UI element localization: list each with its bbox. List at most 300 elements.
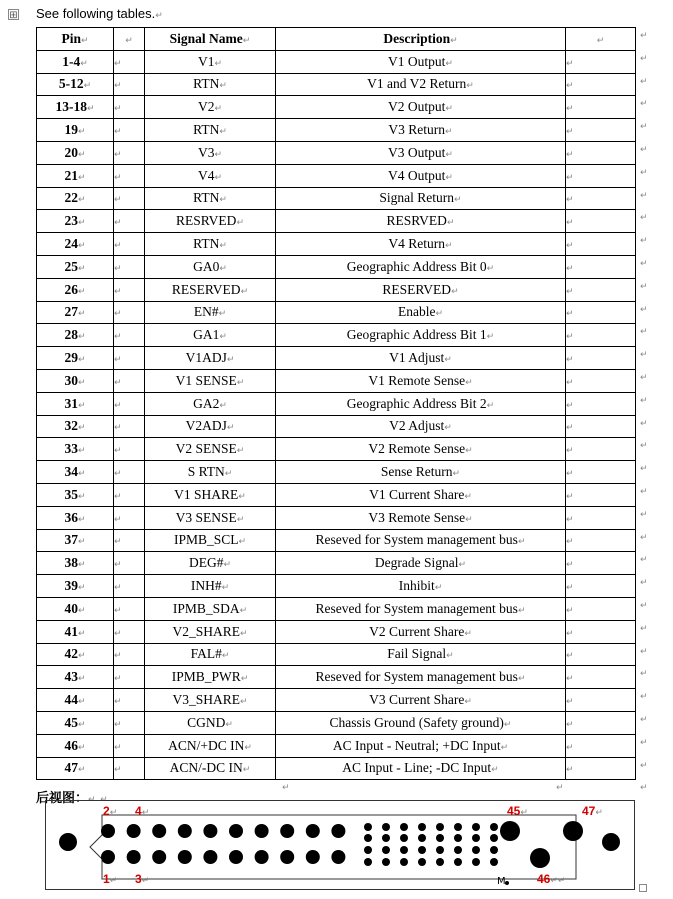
signal-pin — [382, 846, 390, 854]
signal-pin — [436, 846, 444, 854]
header-description: Description↵ — [276, 28, 566, 51]
pin-cell: 19↵ — [37, 119, 114, 142]
table-row — [37, 141, 636, 164]
pin-cell: 38↵ — [37, 552, 114, 575]
blank-cell: ↵ — [114, 597, 145, 620]
paragraph-mark-icon: ↵ — [155, 11, 163, 21]
power-pin — [255, 850, 269, 864]
description-cell: V3 Current Share↵ — [276, 689, 566, 712]
blank-cell: ↵ — [114, 255, 145, 278]
signal-name-cell: RESRVED↵ — [145, 210, 276, 233]
paragraph-mark-icon: ↵ — [640, 190, 648, 201]
pin-47 — [563, 821, 583, 841]
table-row — [37, 301, 636, 324]
table-row — [37, 597, 636, 620]
pin-cell: 35↵ — [37, 483, 114, 506]
signal-name-cell: INH#↵ — [145, 575, 276, 598]
table-row — [37, 255, 636, 278]
pin-cell: 40↵ — [37, 597, 114, 620]
signal-name-cell: V1↵ — [145, 50, 276, 73]
intro-paragraph — [36, 6, 163, 21]
pin-cell: 20↵ — [37, 141, 114, 164]
signal-pin — [472, 834, 480, 842]
signal-pin — [400, 823, 408, 831]
signal-name-cell: DEG#↵ — [145, 552, 276, 575]
table-move-handle-icon[interactable]: ⊞ — [9, 10, 18, 21]
header-pin: Pin↵ — [37, 28, 114, 51]
table-row — [37, 689, 636, 712]
paragraph-mark-icon: ↵ — [640, 464, 648, 475]
signal-name-cell: V3 SENSE↵ — [145, 506, 276, 529]
end-cell: ↵ — [566, 575, 636, 598]
paragraph-mark-icon: ↵ — [640, 601, 648, 611]
pin-cell: 44↵ — [37, 689, 114, 712]
pin-cell: 13-18↵ — [37, 96, 114, 119]
signal-name-cell: EN#↵ — [145, 301, 276, 324]
blank-cell: ↵ — [114, 552, 145, 575]
signal-name-cell: V2_SHARE↵ — [145, 620, 276, 643]
signal-name-cell: V1 SHARE↵ — [145, 483, 276, 506]
signal-pin — [364, 834, 372, 842]
end-cell: ↵ — [566, 483, 636, 506]
table-row — [37, 210, 636, 233]
pin-label-4: 4↵ — [135, 804, 150, 818]
signal-name-cell: IPMB_SCL↵ — [145, 529, 276, 552]
pin-label-3: 3↵ — [135, 872, 150, 886]
blank-cell: ↵ — [114, 187, 145, 210]
blank-cell: ↵ — [114, 301, 145, 324]
end-cell: ↵ — [566, 255, 636, 278]
paragraph-mark-icon: ↵ — [640, 783, 648, 793]
mounting-hole-left — [59, 833, 77, 851]
paragraph-mark-icon: ↵ — [640, 259, 648, 269]
paragraph-mark-icon: ↵ — [640, 418, 648, 429]
blank-cell: ↵ — [114, 438, 145, 461]
intro-text: See following tables. — [36, 6, 156, 21]
end-cell: ↵ — [566, 689, 636, 712]
signal-name-cell: V1 SENSE↵ — [145, 369, 276, 392]
power-pin — [280, 824, 294, 838]
description-cell: Degrade Signal↵ — [276, 552, 566, 575]
table-row — [37, 369, 636, 392]
paragraph-mark-icon: ↵ — [640, 145, 648, 155]
description-cell: V2 Current Share↵ — [276, 620, 566, 643]
description-cell: Reseved for System management bus↵ — [276, 666, 566, 689]
blank-cell: ↵ — [114, 164, 145, 187]
resize-handle-icon — [639, 884, 647, 892]
end-cell: ↵ — [566, 141, 636, 164]
blank-cell: ↵ — [114, 506, 145, 529]
power-pin — [331, 850, 345, 864]
signal-pin — [418, 858, 426, 866]
power-pin — [152, 850, 166, 864]
paragraph-mark-icon: ↵ — [640, 122, 648, 133]
pin-cell: 36↵ — [37, 506, 114, 529]
table-row — [37, 506, 636, 529]
blank-cell: ↵ — [114, 415, 145, 438]
pin-cell: 24↵ — [37, 233, 114, 256]
table-row — [37, 757, 636, 780]
paragraph-mark-icon: ↵ — [640, 509, 648, 520]
signal-pin — [418, 823, 426, 831]
description-cell: V1 Output↵ — [276, 50, 566, 73]
blank-cell: ↵ — [114, 324, 145, 347]
signal-pin — [490, 823, 498, 831]
blank-cell: ↵ — [114, 734, 145, 757]
signal-name-cell: IPMB_PWR↵ — [145, 666, 276, 689]
power-pin — [203, 824, 217, 838]
paragraph-mark-icon: ↵ — [640, 350, 648, 361]
blank-cell: ↵ — [114, 50, 145, 73]
signal-pin — [382, 834, 390, 842]
paragraph-mark-icon: ↵ — [640, 441, 648, 452]
pin-cell: 47↵ — [37, 757, 114, 780]
pin-cell: 42↵ — [37, 643, 114, 666]
table-header-row — [37, 28, 636, 51]
table-row — [37, 73, 636, 96]
signal-pin — [454, 846, 462, 854]
end-cell: ↵ — [566, 643, 636, 666]
power-pin — [280, 850, 294, 864]
table-row — [37, 50, 636, 73]
pin-cell: 21↵ — [37, 164, 114, 187]
power-pin — [101, 824, 115, 838]
power-pin — [127, 850, 141, 864]
pin-cell: 30↵ — [37, 369, 114, 392]
signal-pin — [490, 858, 498, 866]
table-row — [37, 392, 636, 415]
pin-cell: 34↵ — [37, 461, 114, 484]
pin-cell: 46↵ — [37, 734, 114, 757]
blank-cell: ↵ — [114, 392, 145, 415]
description-cell: Geographic Address Bit 0↵ — [276, 255, 566, 278]
signal-name-cell: RTN↵ — [145, 73, 276, 96]
pin-cell: 37↵ — [37, 529, 114, 552]
blank-cell: ↵ — [114, 575, 145, 598]
pin-cell: 39↵ — [37, 575, 114, 598]
description-cell: Reseved for System management bus↵ — [276, 529, 566, 552]
paragraph-mark-icon: ↵ — [640, 281, 648, 292]
blank-cell: ↵ — [114, 757, 145, 780]
power-pin — [127, 824, 141, 838]
paragraph-mark-icon: ↵ — [640, 53, 648, 64]
end-cell: ↵ — [566, 50, 636, 73]
description-cell: Geographic Address Bit 1↵ — [276, 324, 566, 347]
blank-cell: ↵ — [114, 461, 145, 484]
blank-cell: ↵ — [114, 666, 145, 689]
description-cell: V3 Output↵ — [276, 141, 566, 164]
description-cell: V1 Remote Sense↵ — [276, 369, 566, 392]
power-pin — [203, 850, 217, 864]
pin-cell: 28↵ — [37, 324, 114, 347]
paragraph-mark-icon: ↵ — [640, 395, 648, 406]
blank-cell: ↵ — [114, 210, 145, 233]
paragraph-mark-icon: ↵ — [640, 692, 648, 703]
blank-cell: ↵ — [114, 711, 145, 734]
description-cell: V1 and V2 Return↵ — [276, 73, 566, 96]
description-cell: V1 Current Share↵ — [276, 483, 566, 506]
blank-cell: ↵ — [114, 483, 145, 506]
end-cell: ↵ — [566, 415, 636, 438]
signal-pin — [364, 846, 372, 854]
paragraph-mark-icon: ↵ — [640, 555, 648, 566]
table-row — [37, 643, 636, 666]
notch-mark: M — [497, 876, 506, 887]
signal-pin — [364, 823, 372, 831]
table-row — [37, 666, 636, 689]
pin-cell: 29↵ — [37, 347, 114, 370]
blank-cell: ↵ — [114, 620, 145, 643]
table-row — [37, 529, 636, 552]
paragraph-mark-icon: ↵ — [640, 737, 648, 748]
end-cell: ↵ — [566, 597, 636, 620]
pin-cell: 1-4↵ — [37, 50, 114, 73]
end-cell: ↵ — [566, 164, 636, 187]
paragraph-mark-icon: ↵ — [640, 669, 648, 680]
connector-rear-view-diagram — [45, 800, 635, 890]
signal-pin — [454, 823, 462, 831]
signal-pin — [472, 858, 480, 866]
description-cell: Enable↵ — [276, 301, 566, 324]
paragraph-mark-icon: ↵ — [640, 236, 648, 247]
pin-cell: 43↵ — [37, 666, 114, 689]
paragraph-mark-icon: ↵ — [640, 213, 648, 224]
power-pin — [152, 824, 166, 838]
table-row — [37, 278, 636, 301]
blank-cell: ↵ — [114, 689, 145, 712]
paragraph-mark-icon: ↵ — [640, 373, 648, 383]
signal-pin — [364, 858, 372, 866]
signal-name-cell: V1ADJ↵ — [145, 347, 276, 370]
signal-pin — [490, 834, 498, 842]
paragraph-mark-icon: ↵ — [640, 167, 648, 178]
paragraph-mark-icon: ↵ — [556, 783, 564, 793]
paragraph-mark-icon: ↵ — [640, 646, 648, 657]
end-cell: ↵ — [566, 96, 636, 119]
description-cell: V3 Remote Sense↵ — [276, 506, 566, 529]
signal-pin — [454, 834, 462, 842]
power-pin — [306, 824, 320, 838]
signal-pin — [382, 823, 390, 831]
signal-name-cell: GA2↵ — [145, 392, 276, 415]
blank-cell: ↵ — [114, 119, 145, 142]
end-cell: ↵ — [566, 711, 636, 734]
signal-name-cell: V2↵ — [145, 96, 276, 119]
pin-cell: 26↵ — [37, 278, 114, 301]
end-cell: ↵ — [566, 461, 636, 484]
signal-pin — [472, 823, 480, 831]
header-end: ↵ — [566, 28, 636, 51]
signal-pin — [400, 846, 408, 854]
table-row — [37, 415, 636, 438]
pinout-table — [36, 27, 636, 780]
description-cell: Fail Signal↵ — [276, 643, 566, 666]
end-cell: ↵ — [566, 233, 636, 256]
signal-pin — [472, 846, 480, 854]
blank-cell: ↵ — [114, 96, 145, 119]
end-cell: ↵ — [566, 552, 636, 575]
pin-45 — [500, 821, 520, 841]
power-pin — [178, 850, 192, 864]
end-cell: ↵ — [566, 119, 636, 142]
header-blank: ↵ — [114, 28, 145, 51]
paragraph-mark-icon: ↵ — [640, 760, 648, 771]
signal-name-cell: FAL#↵ — [145, 643, 276, 666]
paragraph-mark-icon: ↵ — [640, 99, 648, 110]
signal-name-cell: RTN↵ — [145, 119, 276, 142]
description-cell: Reseved for System management bus↵ — [276, 597, 566, 620]
signal-pin — [400, 834, 408, 842]
end-cell: ↵ — [566, 438, 636, 461]
description-cell: Inhibit↵ — [276, 575, 566, 598]
table-row — [37, 96, 636, 119]
signal-name-cell: CGND↵ — [145, 711, 276, 734]
table-row — [37, 461, 636, 484]
pin-label-46: 46↵↵ — [537, 872, 566, 886]
end-cell: ↵ — [566, 757, 636, 780]
blank-cell: ↵ — [114, 643, 145, 666]
end-cell: ↵ — [566, 529, 636, 552]
signal-name-cell: RTN↵ — [145, 233, 276, 256]
signal-pin — [418, 834, 426, 842]
blank-cell: ↵ — [114, 529, 145, 552]
table-row — [37, 164, 636, 187]
signal-name-cell: S RTN↵ — [145, 461, 276, 484]
signal-pin — [436, 823, 444, 831]
pin-label-47: 47↵ — [582, 804, 603, 818]
paragraph-mark-icon: ↵ — [640, 578, 648, 589]
paragraph-mark-icon: ↵ — [640, 715, 648, 725]
signal-name-cell: GA0↵ — [145, 255, 276, 278]
description-cell: Geographic Address Bit 2↵ — [276, 392, 566, 415]
end-cell: ↵ — [566, 369, 636, 392]
pin-cell: 23↵ — [37, 210, 114, 233]
pin-cell: 41↵ — [37, 620, 114, 643]
description-cell: Sense Return↵ — [276, 461, 566, 484]
power-pin — [229, 850, 243, 864]
description-cell: RESERVED↵ — [276, 278, 566, 301]
signal-name-cell: ACN/+DC IN↵ — [145, 734, 276, 757]
pin-label-1: 1↵ — [103, 872, 118, 886]
description-cell: AC Input - Line; -DC Input↵ — [276, 757, 566, 780]
blank-cell: ↵ — [114, 369, 145, 392]
signal-name-cell: IPMB_SDA↵ — [145, 597, 276, 620]
pin-cell: 5-12↵ — [37, 73, 114, 96]
paragraph-mark-icon: ↵ — [640, 76, 648, 87]
end-cell: ↵ — [566, 278, 636, 301]
pin-cell: 32↵ — [37, 415, 114, 438]
signal-pin — [454, 858, 462, 866]
blank-cell: ↵ — [114, 141, 145, 164]
signal-name-cell: V2 SENSE↵ — [145, 438, 276, 461]
power-pin — [331, 824, 345, 838]
description-cell: V2 Remote Sense↵ — [276, 438, 566, 461]
pin-label-45: 45↵ — [507, 804, 528, 818]
power-pin — [178, 824, 192, 838]
paragraph-mark-icon: ↵ — [640, 31, 648, 41]
paragraph-mark-icon: ↵ — [282, 783, 290, 793]
table-row — [37, 711, 636, 734]
signal-name-cell: V3_SHARE↵ — [145, 689, 276, 712]
pin-cell: 33↵ — [37, 438, 114, 461]
signal-name-cell: V3↵ — [145, 141, 276, 164]
pin-cell: 25↵ — [37, 255, 114, 278]
table-row — [37, 620, 636, 643]
paragraph-mark-icon: ↵ — [640, 532, 648, 543]
description-cell: V4 Return↵ — [276, 233, 566, 256]
signal-name-cell: RESERVED↵ — [145, 278, 276, 301]
description-cell: RESRVED↵ — [276, 210, 566, 233]
description-cell: AC Input - Neutral; +DC Input↵ — [276, 734, 566, 757]
signal-name-cell: V4↵ — [145, 164, 276, 187]
description-cell: V3 Return↵ — [276, 119, 566, 142]
end-cell: ↵ — [566, 301, 636, 324]
end-cell: ↵ — [566, 210, 636, 233]
description-cell: Signal Return↵ — [276, 187, 566, 210]
table-row — [37, 438, 636, 461]
pin-cell: 27↵ — [37, 301, 114, 324]
pin-label-2: 2↵ — [103, 804, 118, 818]
end-cell: ↵ — [566, 324, 636, 347]
power-pin — [255, 824, 269, 838]
blank-cell: ↵ — [114, 347, 145, 370]
table-row — [37, 347, 636, 370]
end-cell: ↵ — [566, 392, 636, 415]
end-cell: ↵ — [566, 73, 636, 96]
table-row — [37, 552, 636, 575]
table-row — [37, 324, 636, 347]
signal-pin — [400, 858, 408, 866]
blank-cell: ↵ — [114, 278, 145, 301]
paragraph-mark-icon: ↵ — [640, 327, 648, 338]
table-row — [37, 575, 636, 598]
signal-pin — [436, 834, 444, 842]
signal-pin — [418, 846, 426, 854]
end-cell: ↵ — [566, 347, 636, 370]
signal-name-cell: RTN↵ — [145, 187, 276, 210]
pin-cell: 31↵ — [37, 392, 114, 415]
signal-pin — [382, 858, 390, 866]
header-signal-name: Signal Name↵ — [145, 28, 276, 51]
rear-view-label: 后视图：↵ ↵ — [36, 791, 108, 806]
mounting-hole-right — [602, 833, 620, 851]
table-row — [37, 119, 636, 142]
end-cell: ↵ — [566, 506, 636, 529]
power-pin — [306, 850, 320, 864]
signal-pin — [436, 858, 444, 866]
description-cell: V4 Output↵ — [276, 164, 566, 187]
table-row — [37, 483, 636, 506]
paragraph-mark-icon: ↵ — [640, 623, 648, 634]
signal-name-cell: ACN/-DC IN↵ — [145, 757, 276, 780]
signal-pin — [490, 846, 498, 854]
blank-cell: ↵ — [114, 233, 145, 256]
signal-name-cell: GA1↵ — [145, 324, 276, 347]
pin-46 — [530, 848, 550, 868]
table-row — [37, 734, 636, 757]
table-row — [37, 233, 636, 256]
signal-name-cell: V2ADJ↵ — [145, 415, 276, 438]
end-cell: ↵ — [566, 734, 636, 757]
description-cell: V2 Output↵ — [276, 96, 566, 119]
table-row — [37, 187, 636, 210]
end-cell: ↵ — [566, 666, 636, 689]
description-cell: Chassis Ground (Safety ground)↵ — [276, 711, 566, 734]
pin-cell: 22↵ — [37, 187, 114, 210]
description-cell: V2 Adjust↵ — [276, 415, 566, 438]
power-pin — [229, 824, 243, 838]
paragraph-mark-icon: ↵ — [640, 304, 648, 315]
